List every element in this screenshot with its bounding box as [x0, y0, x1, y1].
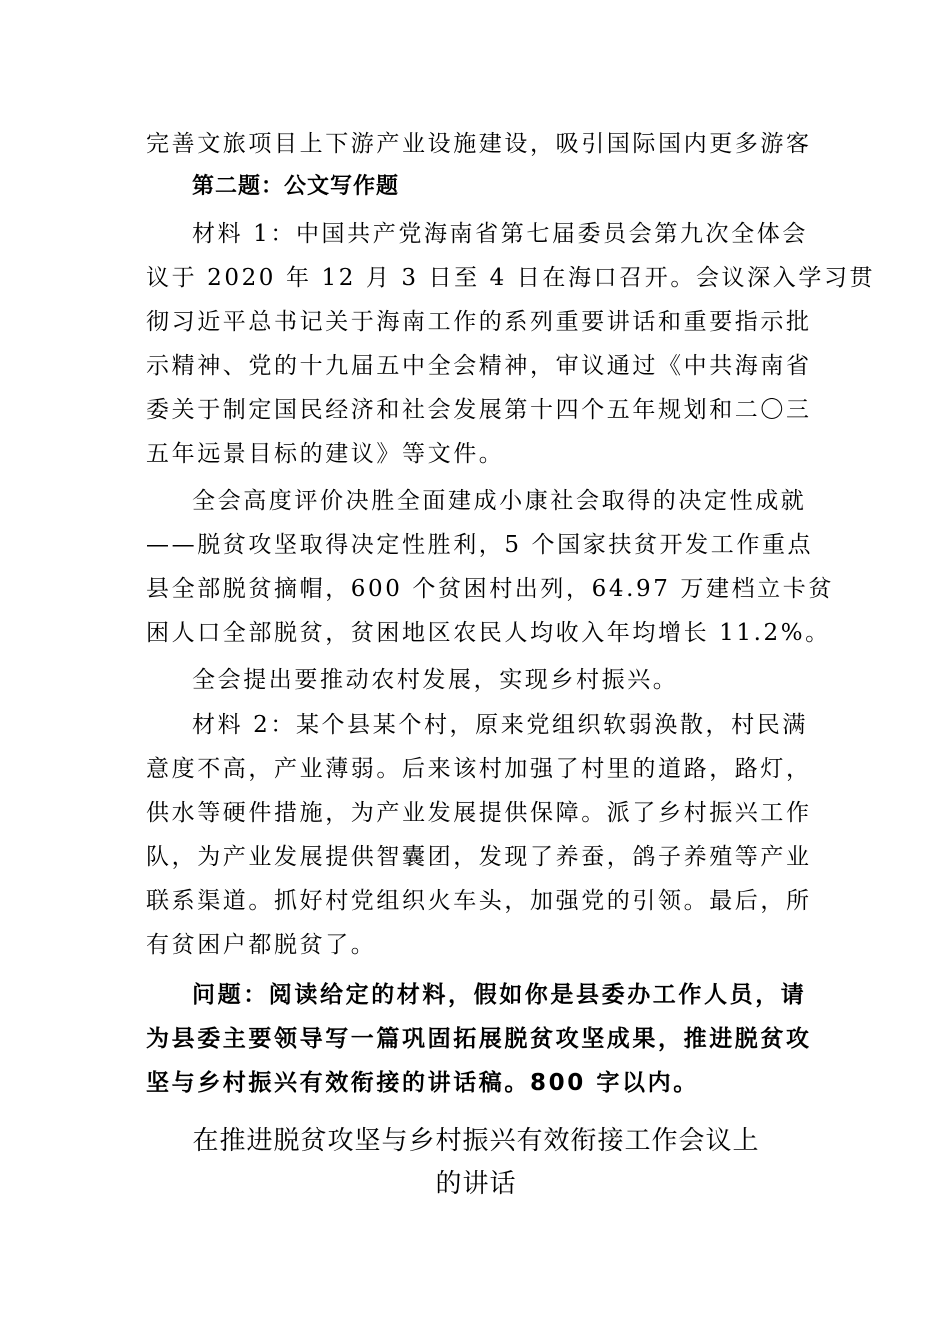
speech-title-line-2: 的讲话: [435, 1169, 517, 1199]
material2-line-4: 队，为产业发展提供智囊团，发现了养蚕，鸽子养殖等产业: [146, 844, 812, 870]
question-line-1: 问题：阅读给定的材料，假如你是县委办工作人员，请: [192, 982, 807, 1008]
achievement-line-4: 困人口全部脱贫，贫困地区农民人均收入年均增长 11.2%。: [146, 620, 831, 646]
material2-line-5: 联系渠道。抓好村党组织火车头，加强党的引领。最后，所: [146, 888, 812, 914]
material1-line-6: 五年远景目标的建议》等文件。: [146, 441, 505, 467]
achievement-line-1: 全会高度评价决胜全面建成小康社会取得的决定性成就: [192, 488, 807, 514]
section-heading: 第二题：公文写作题: [192, 174, 400, 199]
intro-tail-line: 完善文旅项目上下游产业设施建设，吸引国际国内更多游客: [146, 131, 812, 157]
material1-line-2: 议于 2020 年 12 月 3 日至 4 日在海口召开。会议深入学习贯: [146, 265, 876, 291]
speech-title-line-1: 在推进脱贫攻坚与乡村振兴有效衔接工作会议上: [192, 1126, 760, 1156]
material2-line-3: 供水等硬件措施，为产业发展提供保障。派了乡村振兴工作: [146, 800, 812, 826]
question-line-3: 坚与乡村振兴有效衔接的讲话稿。800 字以内。: [146, 1070, 699, 1096]
rural-line: 全会提出要推动农村发展，实现乡村振兴。: [192, 667, 679, 693]
achievement-line-2: ——脱贫攻坚取得决定性胜利，5 个国家扶贫开发工作重点: [146, 532, 814, 558]
material1-line-5: 委关于制定国民经济和社会发展第十四个五年规划和二〇三: [146, 397, 812, 423]
material1-line-3: 彻习近平总书记关于海南工作的系列重要讲话和重要指示批: [146, 309, 812, 335]
material2-line-6: 有贫困户都脱贫了。: [146, 932, 377, 958]
material1-line-1: 材料 1：中国共产党海南省第七届委员会第九次全体会: [192, 221, 808, 247]
question-line-2: 为县委主要领导写一篇巩固拓展脱贫攻坚成果，推进脱贫攻: [146, 1026, 812, 1052]
material2-line-1: 材料 2：某个县某个村，原来党组织软弱涣散，村民满: [192, 712, 808, 738]
material1-line-4: 示精神、党的十九届五中全会精神，审议通过《中共海南省: [146, 353, 812, 379]
material2-line-2: 意度不高，产业薄弱。后来该村加强了村里的道路，路灯，: [146, 756, 812, 782]
achievement-line-3: 县全部脱贫摘帽，600 个贫困村出列，64.97 万建档立卡贫: [146, 576, 834, 602]
